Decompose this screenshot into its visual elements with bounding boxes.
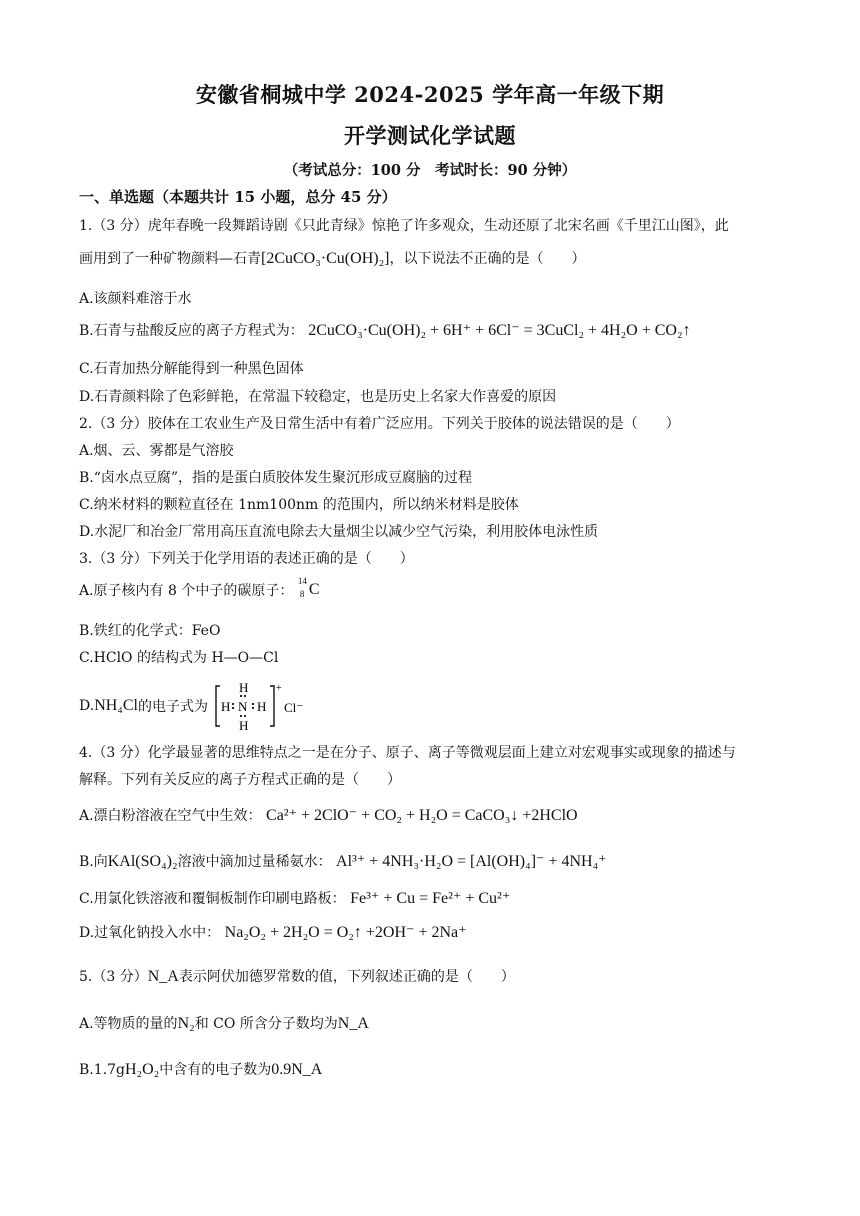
q4-option-a (79, 805, 799, 825)
q5-option-a-n2: N₂ (177, 1015, 195, 1032)
q5-option-b-value: 0.9N_A (271, 1061, 323, 1078)
q4-option-c (79, 888, 799, 908)
q4-option-c-equation: Fe³⁺ + Cu = Fe²⁺ + Cu²⁺ (350, 890, 511, 907)
lewis-n-center: N (238, 699, 248, 714)
exam-title-line1: 安徽省桐城中学 2024-2025 学年高一年级下期 (195, 82, 665, 107)
q3-option-d-formula: NH₄Cl (94, 697, 138, 714)
q2-option-b: B.“卤水点豆腐”，指的是蛋白质胶体发生聚沉形成豆腐脑的过程 (79, 470, 473, 486)
q5-option-b (79, 1059, 799, 1079)
q4-option-b-text2: 溶液中滴加过量稀氨水： (177, 854, 332, 870)
lewis-h-top: H (239, 680, 249, 695)
q3-stem: 3.（3 分）下列关于化学用语的表述正确的是（ ） (79, 551, 414, 567)
section-heading: 一、单选题（本题共计 15 小题，总分 45 分） (79, 188, 397, 206)
isotope-atomic-number: 8 (299, 589, 305, 599)
q4-option-b (79, 851, 799, 871)
lewis-h-bottom: H (239, 718, 249, 732)
isotope-mass-number: 14 (297, 576, 307, 586)
lewis-h-right: H (257, 699, 267, 714)
q1-stem-line1: 1.（3 分）虎年春晚一段舞蹈诗剧《只此青绿》惊艳了许多观众，生动还原了北宋名画《千里江山图》，此 (79, 218, 729, 234)
q5-option-b-h2o2: H₂O₂ (124, 1061, 160, 1078)
q1-formula: [2CuCO₃·Cu(OH)₂] (261, 250, 390, 267)
q4-option-d-text: D.过氧化钠投入水中： (79, 925, 221, 941)
q1-option-b-text: B.石青与盐酸反应的离子方程式为： (79, 323, 304, 339)
q3-option-a (79, 576, 799, 601)
lewis-structure-svg (212, 680, 312, 732)
q5-stem (79, 966, 799, 986)
q5-option-b-text1: B.1.7g (79, 1062, 125, 1078)
lewis-plus-charge: + (276, 683, 283, 694)
q4-option-b-text1: B.向 (79, 854, 108, 870)
lewis-h-left: H (221, 699, 231, 714)
q2-option-d: D.水泥厂和冶金厂常用高压直流电除去大量烟尘以减少空气污染，利用胶体电泳性质 (79, 524, 599, 540)
exam-meta: （考试总分：100 分 考试时长：90 分钟） (283, 162, 577, 179)
q4-stem-line2: 解释。下列有关反应的离子方程式正确的是（ ） (79, 772, 401, 788)
q5-stem-na: N_A (147, 968, 179, 985)
q1-stem-line2 (79, 248, 799, 268)
q1-stem-end: ，以下说法不正确的是（ ） (389, 251, 586, 267)
q2-stem: 2.（3 分）胶体在工农业生产及日常生活中有着广泛应用。下列关于胶体的说法错误的是（ ） (79, 416, 680, 432)
q1-option-b-equation: 2CuCO₃·Cu(OH)₂ + 6H⁺ + 6Cl⁻ = 3CuCl₂ + 4H₂O + CO₂↑ (308, 322, 691, 339)
q4-option-a-text: A.漂白粉溶液在空气中生效： (79, 808, 262, 824)
q4-option-d (79, 922, 799, 942)
q4-option-c-text: C.用氯化铁溶液和覆铜板制作印刷电路板： (79, 891, 346, 907)
lewis-chloride: Cl⁻ (284, 700, 304, 715)
q2-option-a: A.烟、云、雾都是气溶胶 (79, 443, 234, 459)
q4-option-b-equation: Al³⁺ + 4NH₃·H₂O = [Al(OH)₄]⁻ + 4NH₄⁺ (336, 853, 607, 870)
q4-option-a-equation: Ca²⁺ + 2ClO⁻ + CO₂ + H₂O = CaCO₃↓ +2HClO (266, 807, 578, 824)
q5-option-a-text2: 和 CO 所含分子数均为 (194, 1016, 338, 1032)
q3-option-c: C.HClO 的结构式为 H—O—Cl (79, 650, 279, 666)
q5-option-a-text1: A.等物质的量的 (79, 1016, 178, 1032)
q1-option-a: A.该颜料难溶于水 (79, 291, 192, 307)
q5-stem-text: 表示阿伏加德罗常数的值，下列叙述正确的是（ ） (178, 969, 515, 985)
q1-option-c: C.石青加热分解能得到一种黑色固体 (79, 361, 304, 377)
nh4cl-electron-dot-diagram (212, 680, 312, 732)
q1-option-b (79, 320, 799, 340)
q4-option-d-equation: Na₂O₂ + 2H₂O = O₂↑ +2OH⁻ + 2Na⁺ (224, 924, 467, 941)
q5-option-b-text2: 中含有的电子数为 (159, 1062, 272, 1078)
q3-option-d (79, 680, 799, 732)
carbon-isotope-symbol (297, 576, 324, 601)
q5-stem-num: 5.（3 分） (79, 969, 148, 985)
q3-option-d-prefix: D. (79, 698, 95, 714)
q2-option-c: C.纳米材料的颗粒直径在 1nm100nm 的范围内，所以纳米材料是胶体 (79, 497, 519, 513)
q5-option-a-na: N_A (337, 1015, 369, 1032)
exam-title-line2: 开学测试化学试题 (344, 123, 516, 148)
q5-option-a (79, 1013, 799, 1033)
q1-option-d: D.石青颜料除了色彩鲜艳，在常温下较稳定，也是历史上名家大作喜爱的原因 (79, 389, 557, 405)
q3-option-d-text: 的电子式为 (138, 699, 208, 715)
q3-option-b: B.铁红的化学式：FeO (79, 623, 221, 639)
q4-stem-line1: 4.（3 分）化学最显著的思维特点之一是在分子、原子、离子等微观层面上建立对宏观事实或现象的描述与 (79, 745, 736, 761)
isotope-symbol: C (308, 581, 320, 598)
q4-option-b-formula: KAl(SO₄)₂ (107, 853, 178, 870)
q3-option-a-text: A.原子核内有 8 个中子的碳原子： (79, 583, 294, 599)
q1-stem-text: 画用到了一种矿物颜料—石青 (79, 251, 261, 267)
